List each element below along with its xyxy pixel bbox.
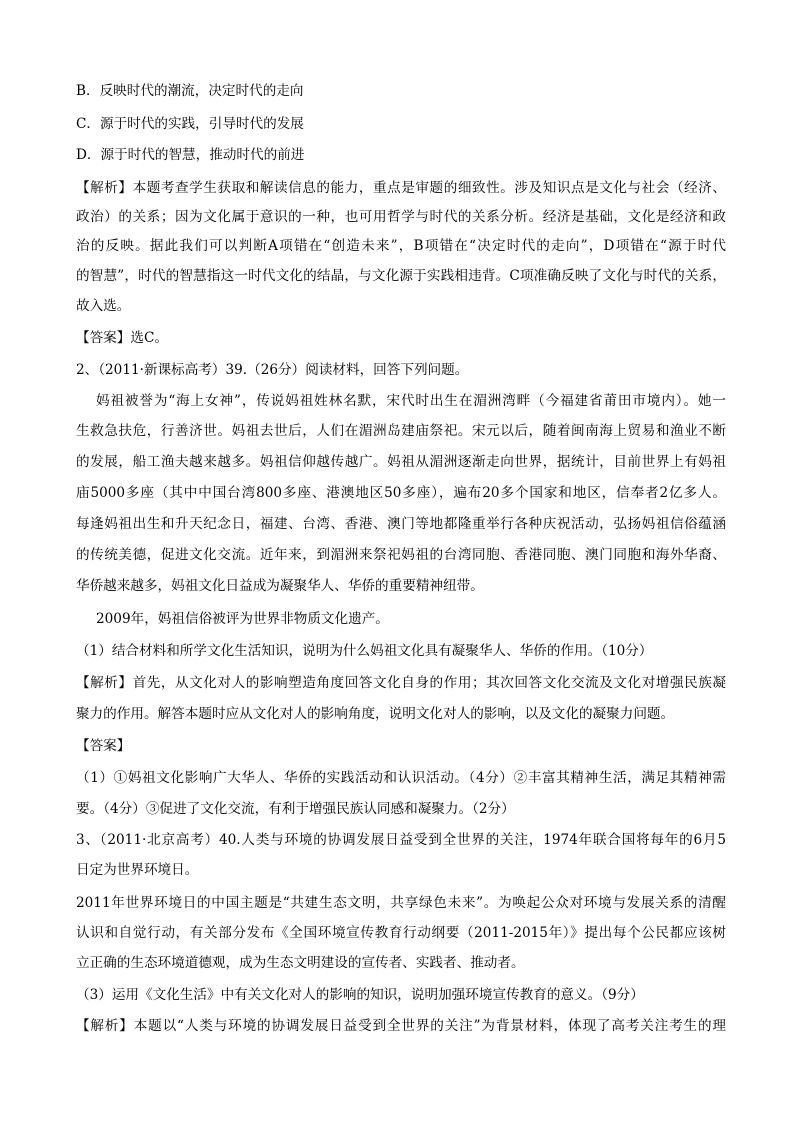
question-2-header: 2、（2011·新课标高考）39.（26分）阅读材料，回答下列问题。 — [76, 362, 469, 378]
material-2-line-8: 2009年，妈祖信俗被评为世界非物质文化遗产。 — [96, 611, 389, 627]
option-b: B．反映时代的潮流，决定时代的走向 — [76, 83, 304, 99]
analysis-1-line-3: 治的反映。据此我们可以判断A项错在“创造未来”，B项错在“决定时代的走向”，D项错在“源于时代 — [76, 238, 726, 254]
analysis-1-line-5: 故入选。 — [76, 298, 131, 314]
answer-2-label: 【答案】 — [76, 738, 131, 754]
analysis-2-line-2: 聚力的作用。解答本题时应从文化对人的影响角度，说明文化对人的影响，以及文化的凝聚力问题。 — [76, 706, 675, 722]
analysis-2-line-1: 【解析】首先，从文化对人的影响塑造角度回答文化自身的作用；其次回答文化交流及文化对增强民族凝 — [76, 675, 726, 691]
analysis-1-line-4: 的智慧”，时代的智慧指这一时代文化的结晶，与文化源于实践相违背。C项准确反映了文化与时代的关系， — [76, 268, 726, 284]
answer-2-line-1: （1）①妈祖文化影响广大华人、华侨的实践活动和认识活动。（4分）②丰富其精神生活，满足其精神需 — [76, 770, 726, 786]
material-2-line-5: 每逢妈祖出生和升天纪念日，福建、台湾、香港、澳门等地都隆重举行各种庆祝活动，弘扬妈祖信俗蕴涵 — [76, 516, 726, 532]
answer-2-line-2: 要。（4分）③促进了文化交流，有利于增强民族认同感和凝聚力。（2分） — [76, 801, 515, 817]
material-2-line-6: 的传统美德，促进文化交流。近年来，到湄洲来祭祀妈祖的台湾同胞、香港同胞、澳门同胞和海外华裔、 — [76, 547, 726, 563]
material-3-line-3: 立正确的生态环境道德观，成为生态文明建设的宣传者、实践者、推动者。 — [76, 955, 525, 971]
material-3-line-1: 2011年世界环境日的中国主题是“共建生态文明，共享绿色未来”。为唤起公众对环境与发展关系的清醒 — [76, 895, 726, 911]
option-d: D．源于时代的智慧，推动时代的前进 — [76, 147, 305, 163]
analysis-1-line-1: 【解析】本题考查学生获取和解读信息的能力，重点是审题的细致性。涉及知识点是文化与社会（经济、 — [76, 180, 726, 196]
question-2-1: （1）结合材料和所学文化生活知识，说明为什么妈祖文化具有凝聚华人、华侨的作用。（10分） — [76, 643, 653, 659]
answer-1: 【答案】选C。 — [76, 330, 168, 346]
question-3-3: （3）运用《文化生活》中有关文化对人的影响的知识，说明加强环境宣传教育的意义。（9分） — [76, 987, 644, 1003]
option-c: C．源于时代的实践，引导时代的发展 — [76, 116, 304, 132]
question-3-header-line-1: 3、（2011·北京高考）40.人类与环境的协调发展日益受到全世界的关注，1974年联合国将每年的6月5 — [76, 832, 726, 848]
material-2-line-7: 华侨越来越多，妈祖文化日益成为凝聚华人、华侨的重要精神纽带。 — [76, 578, 484, 594]
material-3-line-2: 认识和自觉行动，有关部分发布《全国环境宣传教育行动纲要（2011-2015年）》提出每个公民都应该树 — [76, 925, 726, 941]
analysis-1-line-2: 政治）的关系；因为文化属于意识的一种，也可用哲学与时代的关系分析。经济是基础，文化是经济和政 — [76, 209, 726, 225]
material-2-line-2: 生救急扶危，行善济世。妈祖去世后，人们在湄洲岛建庙祭祀。宋元以后，随着闽南海上贸易和渔业不断 — [76, 423, 726, 439]
question-3-header-line-2: 日定为世界环境日。 — [76, 862, 199, 878]
material-2-line-4: 庙5000多座（其中中国台湾800多座、港澳地区50多座），遍布20多个国家和地区，信奉者2亿多人。 — [76, 485, 726, 501]
material-2-line-1: 妈祖被誉为“海上女神”，传说妈祖姓林名默，宋代时出生在湄洲湾畔（今福建省莆田市境内）。她一 — [96, 393, 726, 409]
analysis-3-line-1: 【解析】本题以“人类与环境的协调发展日益受到全世界的关注”为背景材料，体现了高考关注考生的理 — [76, 1018, 726, 1034]
material-2-line-3: 的发展，船工渔夫越来越多。妈祖信仰越传越广。妈祖从湄洲逐渐走向世界，据统计，目前世界上有妈祖 — [76, 454, 726, 470]
